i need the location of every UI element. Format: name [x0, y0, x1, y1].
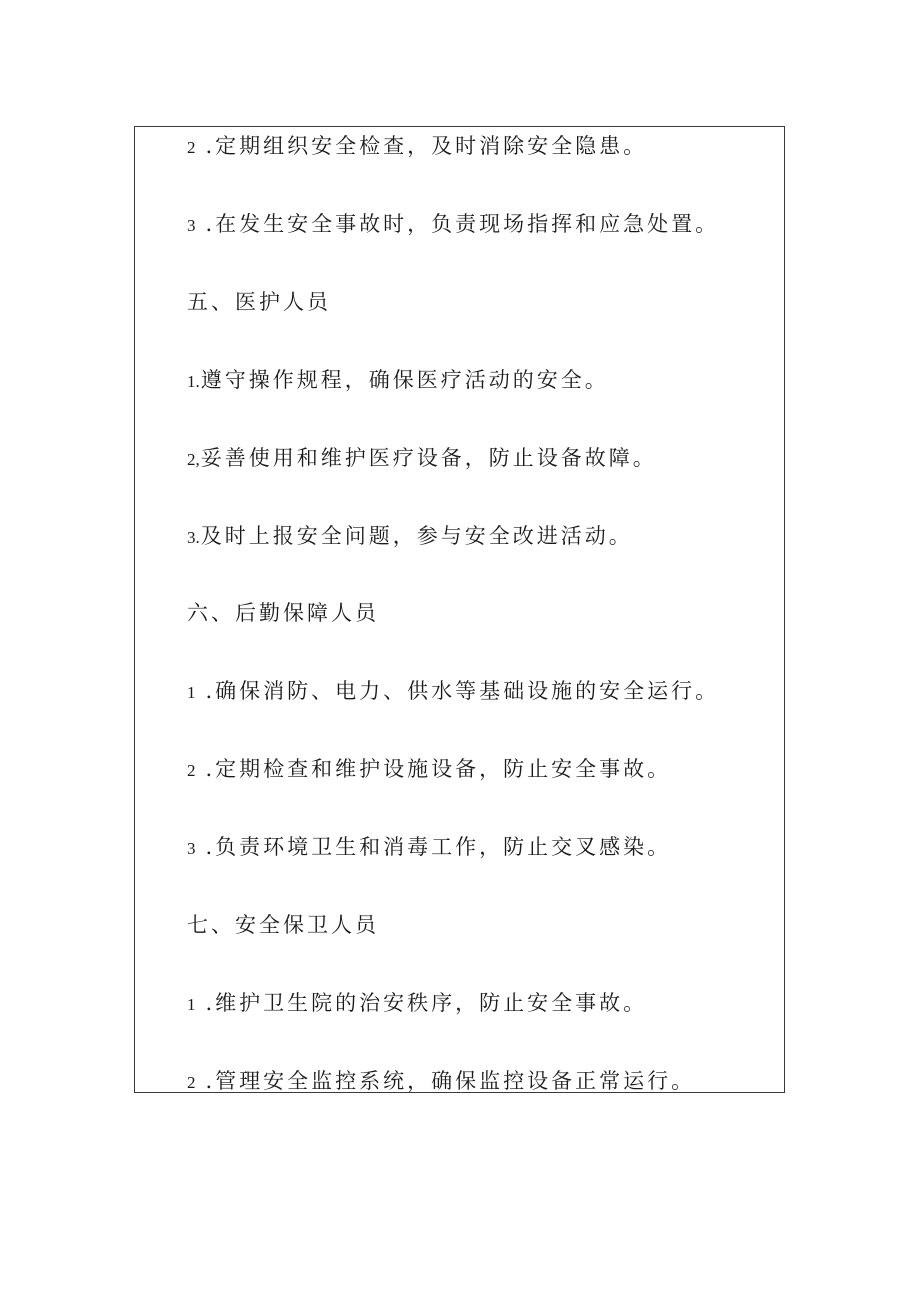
- item-text: .定期组织安全检查，及时消除安全隐患。: [205, 134, 648, 158]
- item-number: 2: [187, 1073, 196, 1092]
- section-heading-text: 六、后勤保障人员: [187, 601, 379, 625]
- section-heading-text: 七、安全保卫人员: [187, 913, 379, 937]
- section-heading: [187, 911, 379, 939]
- item-text: 及时上报安全问题，参与安全改进活动。: [200, 524, 633, 548]
- item-text: 遵守操作规程，确保医疗活动的安全。: [200, 368, 609, 392]
- item-text: .管理安全监控系统，确保监控设备正常运行。: [205, 1069, 696, 1093]
- item-number: 1: [187, 683, 196, 702]
- section-heading: [187, 288, 331, 316]
- section-heading-text: 五、医护人员: [187, 290, 331, 314]
- item-number: 2,: [187, 450, 200, 469]
- item-number: 1.: [187, 372, 200, 391]
- document-frame: [134, 126, 785, 1093]
- list-item: [187, 132, 647, 162]
- section-heading: [187, 599, 379, 627]
- list-item: [187, 989, 647, 1019]
- item-number: 1: [187, 995, 196, 1014]
- item-number: 2: [187, 761, 196, 780]
- item-text: .定期检查和维护设施设备，防止安全事故。: [205, 757, 672, 781]
- list-item: [187, 444, 657, 474]
- list-item: [187, 755, 671, 785]
- item-text: 妥善使用和维护医疗设备，防止设备故障。: [200, 446, 657, 470]
- list-item: [187, 677, 719, 707]
- item-text: .在发生安全事故时，负责现场指挥和应急处置。: [205, 212, 720, 236]
- item-number: 2: [187, 138, 196, 157]
- item-text: .维护卫生院的治安秩序，防止安全事故。: [205, 991, 648, 1015]
- item-number: 3: [187, 839, 196, 858]
- list-item: [187, 366, 609, 396]
- item-number: 3.: [187, 528, 200, 547]
- item-number: 3: [187, 216, 196, 235]
- item-text: .负责环境卫生和消毒工作，防止交叉感染。: [205, 835, 672, 859]
- item-text: .确保消防、电力、供水等基础设施的安全运行。: [205, 679, 720, 703]
- list-item: [187, 210, 719, 240]
- list-item: [187, 833, 671, 863]
- list-item: [187, 1067, 695, 1097]
- list-item: [187, 522, 633, 552]
